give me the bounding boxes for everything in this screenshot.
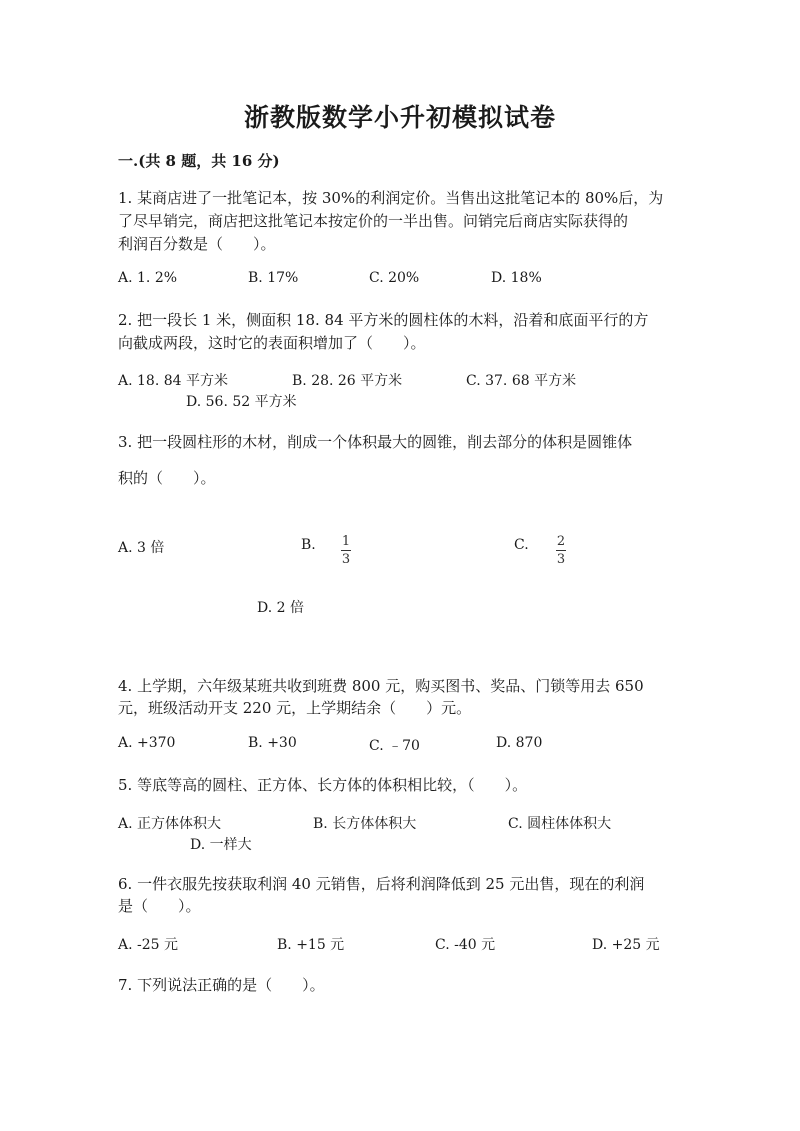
fraction-numerator: 1 [341, 534, 351, 549]
q1-option-a: A. 1. 2% [118, 270, 178, 286]
q6-option-b: B. +15 元 [277, 937, 345, 953]
fraction-numerator: 2 [556, 534, 566, 549]
q3-option-c-fraction [556, 530, 566, 566]
question-1-line-3: 利润百分数是（ ）。 [118, 235, 276, 253]
question-6-line-1: 6. 一件衣服先按获取利润 40 元销售，后将利润降低到 25 元出售，现在的利润 [118, 875, 645, 893]
fraction-denominator: 3 [556, 552, 566, 567]
question-2-line-2: 向截成两段，这时它的表面积增加了（ ）。 [118, 334, 426, 352]
q1-option-d: D. 18% [491, 270, 542, 286]
q5-option-b: B. 长方体体积大 [313, 816, 417, 832]
page-title: 浙教版数学小升初模拟试卷 [243, 103, 556, 132]
q5-option-d: D. 一样大 [190, 837, 252, 853]
question-1-line-2: 了尽早销完，商店把这批笔记本按定价的一半出售。问销完后商店实际获得的 [118, 212, 629, 230]
q6-option-a: A. -25 元 [118, 937, 179, 953]
q3-option-b-fraction [341, 530, 351, 566]
q1-option-b: B. 17% [248, 270, 299, 286]
q3-option-d: D. 2 倍 [257, 600, 304, 616]
section-header: 一.(共 8 题，共 16 分) [118, 152, 280, 170]
question-3-line-2: 积的（ ）。 [118, 469, 216, 487]
fraction-bar [341, 550, 351, 551]
q3-option-c-label: C. [514, 537, 529, 553]
q4-option-d: D. 870 [496, 735, 543, 751]
q2-option-a: A. 18. 84 平方米 [118, 373, 228, 389]
question-2-line-1: 2. 把一段长 1 米，侧面积 18. 84 平方米的圆柱体的木料，沿着和底面平行的方 [118, 311, 649, 329]
question-6-line-2: 是（ ）。 [118, 897, 201, 915]
q4-option-b: B. +30 [248, 735, 297, 751]
question-1-line-1: 1. 某商店进了一批笔记本，按 30%的利润定价。当售出这批笔记本的 80%后，为 [118, 189, 664, 207]
question-7-line-1: 7. 下列说法正确的是（ ）。 [118, 976, 325, 994]
q1-option-c: C. 20% [369, 270, 420, 286]
q4-option-a: A. +370 [118, 735, 176, 751]
q6-option-d: D. +25 元 [592, 937, 660, 953]
fraction-bar [556, 550, 566, 551]
q5-option-c: C. 圆柱体体积大 [508, 816, 612, 832]
question-3-line-1: 3. 把一段圆柱形的木材，削成一个体积最大的圆锥，削去部分的体积是圆锥体 [118, 433, 633, 451]
q5-option-a: A. 正方体体积大 [118, 816, 222, 832]
q2-option-d: D. 56. 52 平方米 [186, 394, 297, 410]
q4-option-c: C. ﹣70 [369, 738, 420, 754]
question-4-line-2: 元，班级活动开支 220 元，上学期结余（ ）元。 [118, 699, 472, 717]
question-5-line-1: 5. 等底等高的圆柱、正方体、长方体的体积相比较，（ ）。 [118, 776, 528, 794]
q2-option-c: C. 37. 68 平方米 [466, 373, 577, 389]
question-4-line-1: 4. 上学期，六年级某班共收到班费 800 元，购买图书、奖品、门锁等用去 650 [118, 677, 644, 695]
q3-option-a: A. 3 倍 [118, 540, 165, 556]
q3-option-b-label: B. [301, 537, 316, 553]
fraction-denominator: 3 [341, 552, 351, 567]
q2-option-b: B. 28. 26 平方米 [292, 373, 403, 389]
q6-option-c: C. -40 元 [435, 937, 496, 953]
